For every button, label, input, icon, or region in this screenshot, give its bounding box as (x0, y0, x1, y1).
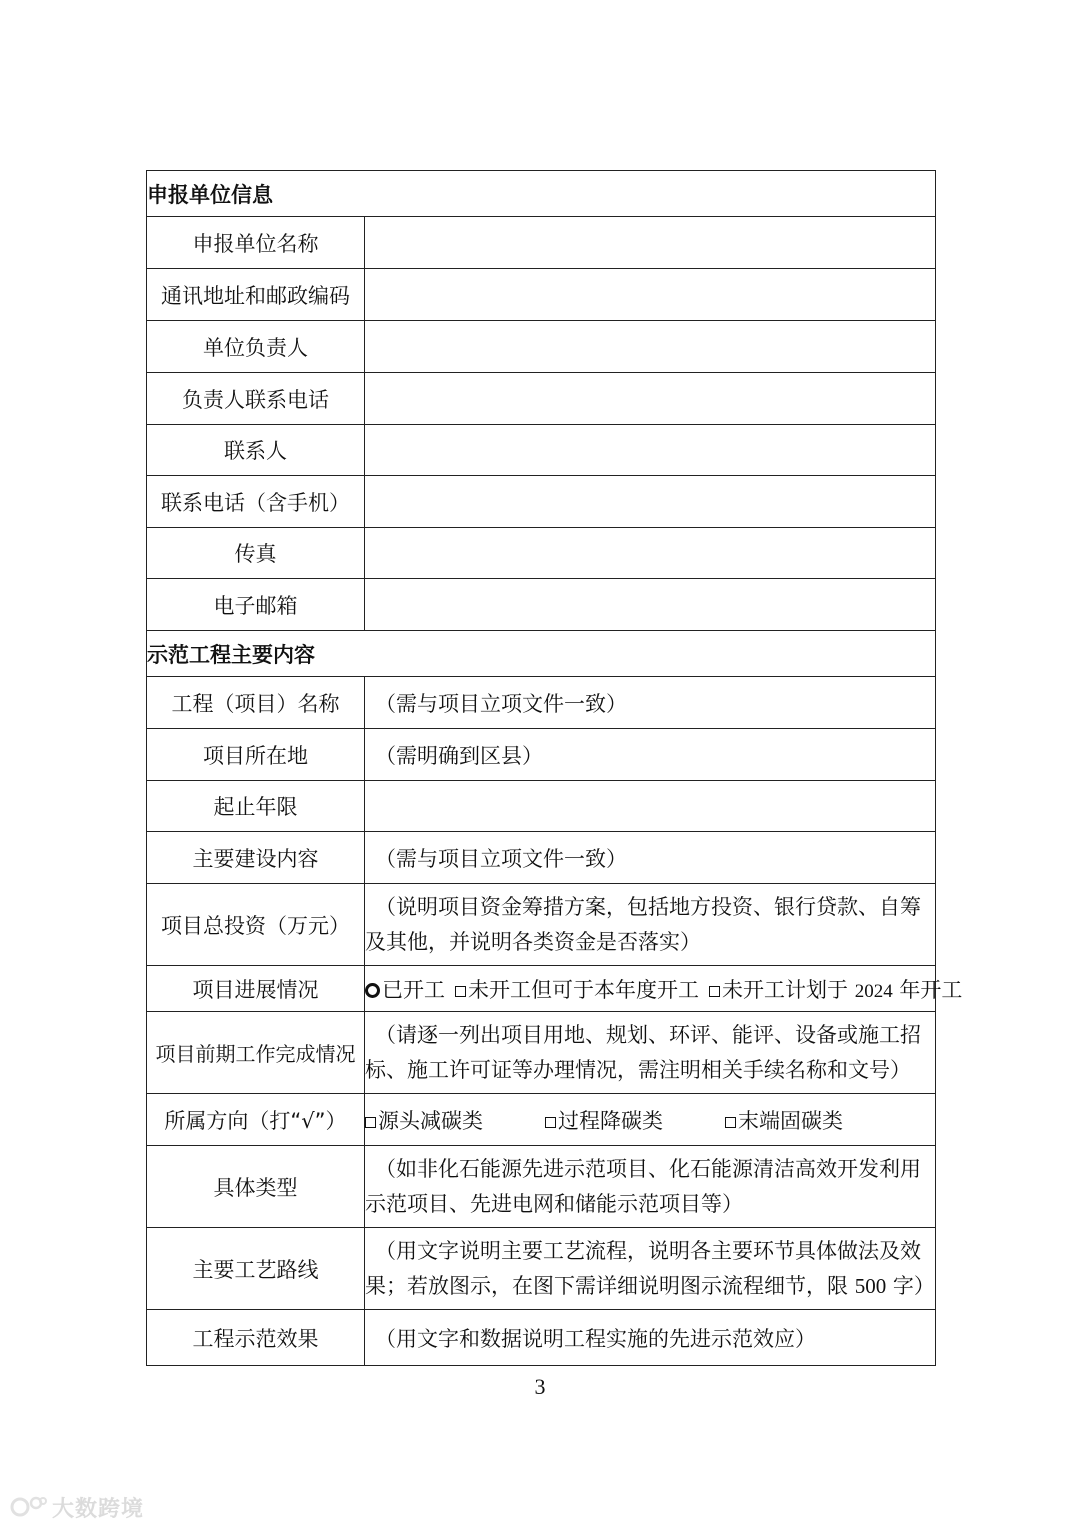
field-label-head-phone: 负责人联系电话 (147, 373, 365, 425)
process-hint-line1: （用文字说明主要工艺流程，说明各主要环节具体做法及效 (375, 1238, 921, 1263)
field-label-contact-phone: 联系电话（含手机） (147, 476, 365, 528)
form-row (147, 1094, 936, 1146)
field-label-preparatory: 项目前期工作完成情况 (147, 1012, 365, 1094)
preparatory-hint-line2: 标、施工许可证等办理情况，需注明相关手续名称和文号） (365, 1057, 911, 1082)
progress-options (365, 966, 963, 1012)
email-field[interactable] (365, 579, 936, 631)
option-label: 已开工 (382, 977, 445, 1002)
section-header-row (147, 631, 936, 677)
location-field[interactable]: （需明确到区县） (365, 729, 936, 781)
page-number: 3 (534, 1374, 546, 1399)
application-form-table (146, 170, 963, 1366)
form-row (147, 579, 936, 631)
form-row (147, 1228, 936, 1310)
field-label-progress: 项目进展情况 (147, 966, 365, 1012)
field-label-location: 项目所在地 (147, 729, 365, 781)
type-hint-line2: 示范项目、先进电网和储能示范项目等） (365, 1191, 743, 1216)
preparatory-field[interactable] (365, 1012, 936, 1094)
form-row (147, 729, 936, 781)
contact-phone-field[interactable] (365, 476, 936, 528)
type-field[interactable] (365, 1146, 936, 1228)
direction-option-process[interactable] (545, 1105, 715, 1135)
form-row (147, 1146, 936, 1228)
watermark (10, 1490, 144, 1524)
checkbox-icon (545, 1117, 556, 1128)
form-row (147, 476, 936, 528)
radio-selected-icon (365, 983, 380, 998)
form-row (147, 966, 936, 1012)
construction-field[interactable]: （需与项目立项文件一致） (365, 832, 936, 884)
field-label-process: 主要工艺路线 (147, 1228, 365, 1310)
field-label-address: 通讯地址和邮政编码 (147, 269, 365, 321)
field-label-contact: 联系人 (147, 425, 365, 476)
investment-hint-line1: （说明项目资金筹措方案，包括地方投资、银行贷款、自筹 (375, 894, 921, 919)
checkbox-icon (725, 1117, 736, 1128)
direction-option-source[interactable] (365, 1105, 535, 1135)
option-label-before: 未开工计划于 (722, 977, 855, 1002)
watermark-logo-icon (10, 1493, 48, 1521)
field-label-construction: 主要建设内容 (147, 832, 365, 884)
form-row (147, 217, 936, 269)
option-label: 源头减碳类 (378, 1108, 483, 1133)
process-hint-text: 果；若放图示，在图下需详细说明图示流程细节，限 (365, 1273, 855, 1298)
form-row (147, 1012, 936, 1094)
checkbox-icon (709, 986, 720, 997)
field-label-project-name: 工程（项目）名称 (147, 677, 365, 729)
form-row (147, 269, 936, 321)
section-title-applicant: 申报单位信息 (147, 171, 936, 217)
option-year: 2024 (854, 980, 893, 1002)
form-row (147, 832, 936, 884)
direction-option-end[interactable] (725, 1105, 843, 1135)
progress-option-planned[interactable] (709, 974, 962, 1004)
option-label: 过程降碳类 (558, 1108, 663, 1133)
option-label: 未开工但可于本年度开工 (468, 977, 699, 1002)
field-label-effect: 工程示范效果 (147, 1310, 365, 1366)
project-name-field[interactable]: （需与项目立项文件一致） (365, 677, 936, 729)
progress-option-started[interactable] (365, 974, 445, 1004)
field-label-type: 具体类型 (147, 1146, 365, 1228)
form-row (147, 321, 936, 373)
form-row (147, 425, 936, 476)
watermark-text: 大数跨境 (52, 1496, 145, 1522)
direction-options (365, 1094, 936, 1146)
fax-field[interactable] (365, 528, 936, 579)
unit-head-field[interactable] (365, 321, 936, 373)
progress-option-this-year[interactable] (455, 974, 699, 1004)
option-label-after: 年开工 (892, 977, 963, 1002)
investment-hint-line2: 及其他，并说明各类资金是否落实） (365, 929, 701, 954)
field-label-direction: 所属方向（打“√”） (147, 1094, 365, 1146)
field-label-period: 起止年限 (147, 781, 365, 832)
field-label-unit-head: 单位负责人 (147, 321, 365, 373)
unit-name-field[interactable] (365, 217, 936, 269)
field-label-fax: 传真 (147, 528, 365, 579)
period-field[interactable] (365, 781, 936, 832)
checkbox-icon (455, 986, 466, 997)
section-header-row (147, 171, 936, 217)
process-hint-number: 500 (854, 1273, 887, 1298)
section-title-project: 示范工程主要内容 (147, 631, 936, 677)
form-row (147, 373, 936, 425)
process-field[interactable] (365, 1228, 936, 1310)
field-label-unit-name: 申报单位名称 (147, 217, 365, 269)
investment-field[interactable] (365, 884, 936, 966)
field-label-investment: 项目总投资（万元） (147, 884, 365, 966)
address-field[interactable] (365, 269, 936, 321)
field-label-email: 电子邮箱 (147, 579, 365, 631)
form-row (147, 677, 936, 729)
process-hint-text-end: 字） (886, 1273, 935, 1298)
checkbox-icon (365, 1117, 376, 1128)
type-hint-line1: （如非化石能源先进示范项目、化石能源清洁高效开发利用 (375, 1156, 921, 1181)
form-row (147, 528, 936, 579)
form-row (147, 781, 936, 832)
form-row (147, 884, 936, 966)
contact-field[interactable] (365, 425, 936, 476)
option-label: 末端固碳类 (738, 1108, 843, 1133)
effect-field[interactable]: （用文字和数据说明工程实施的先进示范效应） (365, 1310, 936, 1366)
process-hint-line2 (365, 1269, 935, 1304)
form-row (147, 1310, 936, 1366)
preparatory-hint-line1: （请逐一列出项目用地、规划、环评、能评、设备或施工招 (375, 1022, 921, 1047)
head-phone-field[interactable] (365, 373, 936, 425)
